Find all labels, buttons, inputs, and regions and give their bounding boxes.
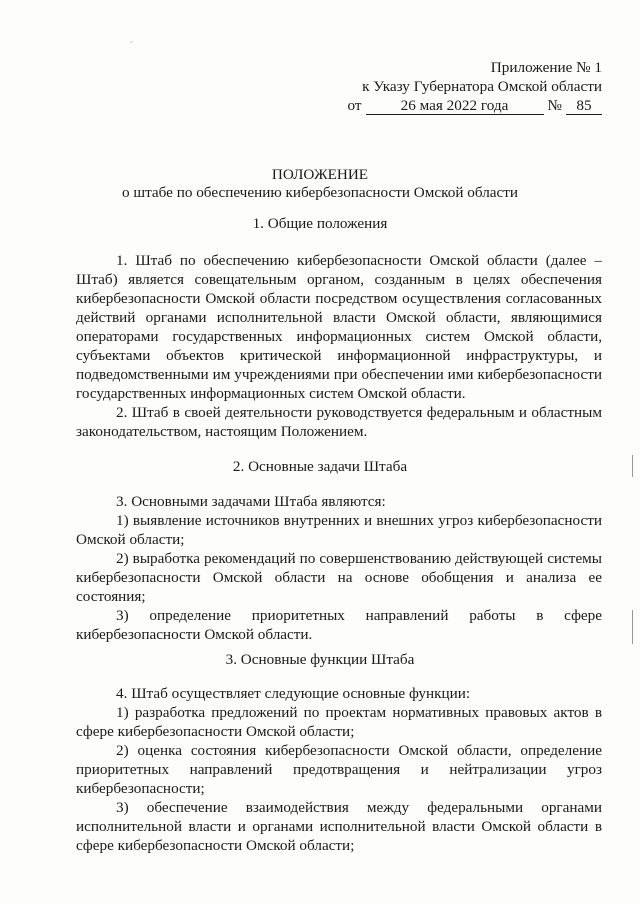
list-item: 3) определение приоритетных направлений работы в сфере кибербезопасности Омской области. (76, 607, 602, 643)
order-prefix: от (347, 97, 362, 114)
scan-edge-mark (632, 610, 633, 644)
list-item: 2) оценка состояния кибербезопасности Омской области, определение приоритетных направлений предотвращения и нейтрализации угроз кибербезопасности; (76, 742, 602, 797)
paragraph-2: 2. Штаб в своей деятельности руководствуется федеральным и областным законодательством, настоящим Положением. (76, 404, 602, 440)
list-item: 1) выявление источников внутренних и внешних угроз кибербезопасности Омской области; (76, 512, 602, 548)
order-number-label: № (547, 97, 562, 114)
section-3-heading: 3. Основные функции Штаба (225, 651, 415, 668)
list-item: 1) разработка предложений по проектам нормативных правовых актов в сфере кибербезопасности Омской области; (76, 704, 602, 740)
paragraph-1: 1. Штаб по обеспечению кибербезопасности Омской области (далее – Штаб) является совещательным органом, созданным в целях обеспечения кибербезопасности Омской области посредством осуществления согласованных действий органами исполнительной власти Омской области, являющимися операторами государственных информационных систем Омской области, субъектами объектов критической информационной инфраструктуры, и подведомственными им учреждениями при обеспечении ими кибербезопасности государственных информационных систем Омской области. (76, 252, 602, 402)
appendix-number: Приложение № 1 (490, 59, 602, 76)
section-3-body (76, 684, 602, 855)
scan-speck: ´ (130, 40, 133, 50)
list-item: 3) обеспечение взаимодействия между федеральными органами исполнительной власти и органами исполнительной власти Омской области в сфере кибербезопасности Омской области; (76, 799, 602, 854)
document-title: ПОЛОЖЕНИЕ (271, 166, 369, 183)
document-subtitle: о штабе по обеспечению кибербезопасности Омской области (121, 184, 519, 201)
paragraph-4: 4. Штаб осуществляет следующие основные функции: (116, 685, 471, 702)
section-2-heading: 2. Основные задачи Штаба (232, 458, 408, 475)
section-1-body (76, 251, 602, 441)
appendix-decree-ref: к Указу Губернатора Омской области (362, 78, 602, 95)
scan-edge-mark (632, 455, 633, 477)
list-item: 2) выработка рекомендаций по совершенствованию действующей системы кибербезопасности Омской области на основе обобщения и анализа ее состояния; (76, 550, 602, 605)
appendix-block (302, 58, 602, 115)
order-date: 26 мая 2022 года (366, 98, 544, 115)
paragraph-3: 3. Основными задачами Штаба являются: (116, 493, 386, 510)
order-number: 85 (566, 98, 602, 115)
section-2-body (76, 492, 602, 644)
section-1-heading: 1. Общие положения (252, 215, 388, 232)
order-line (302, 96, 602, 115)
